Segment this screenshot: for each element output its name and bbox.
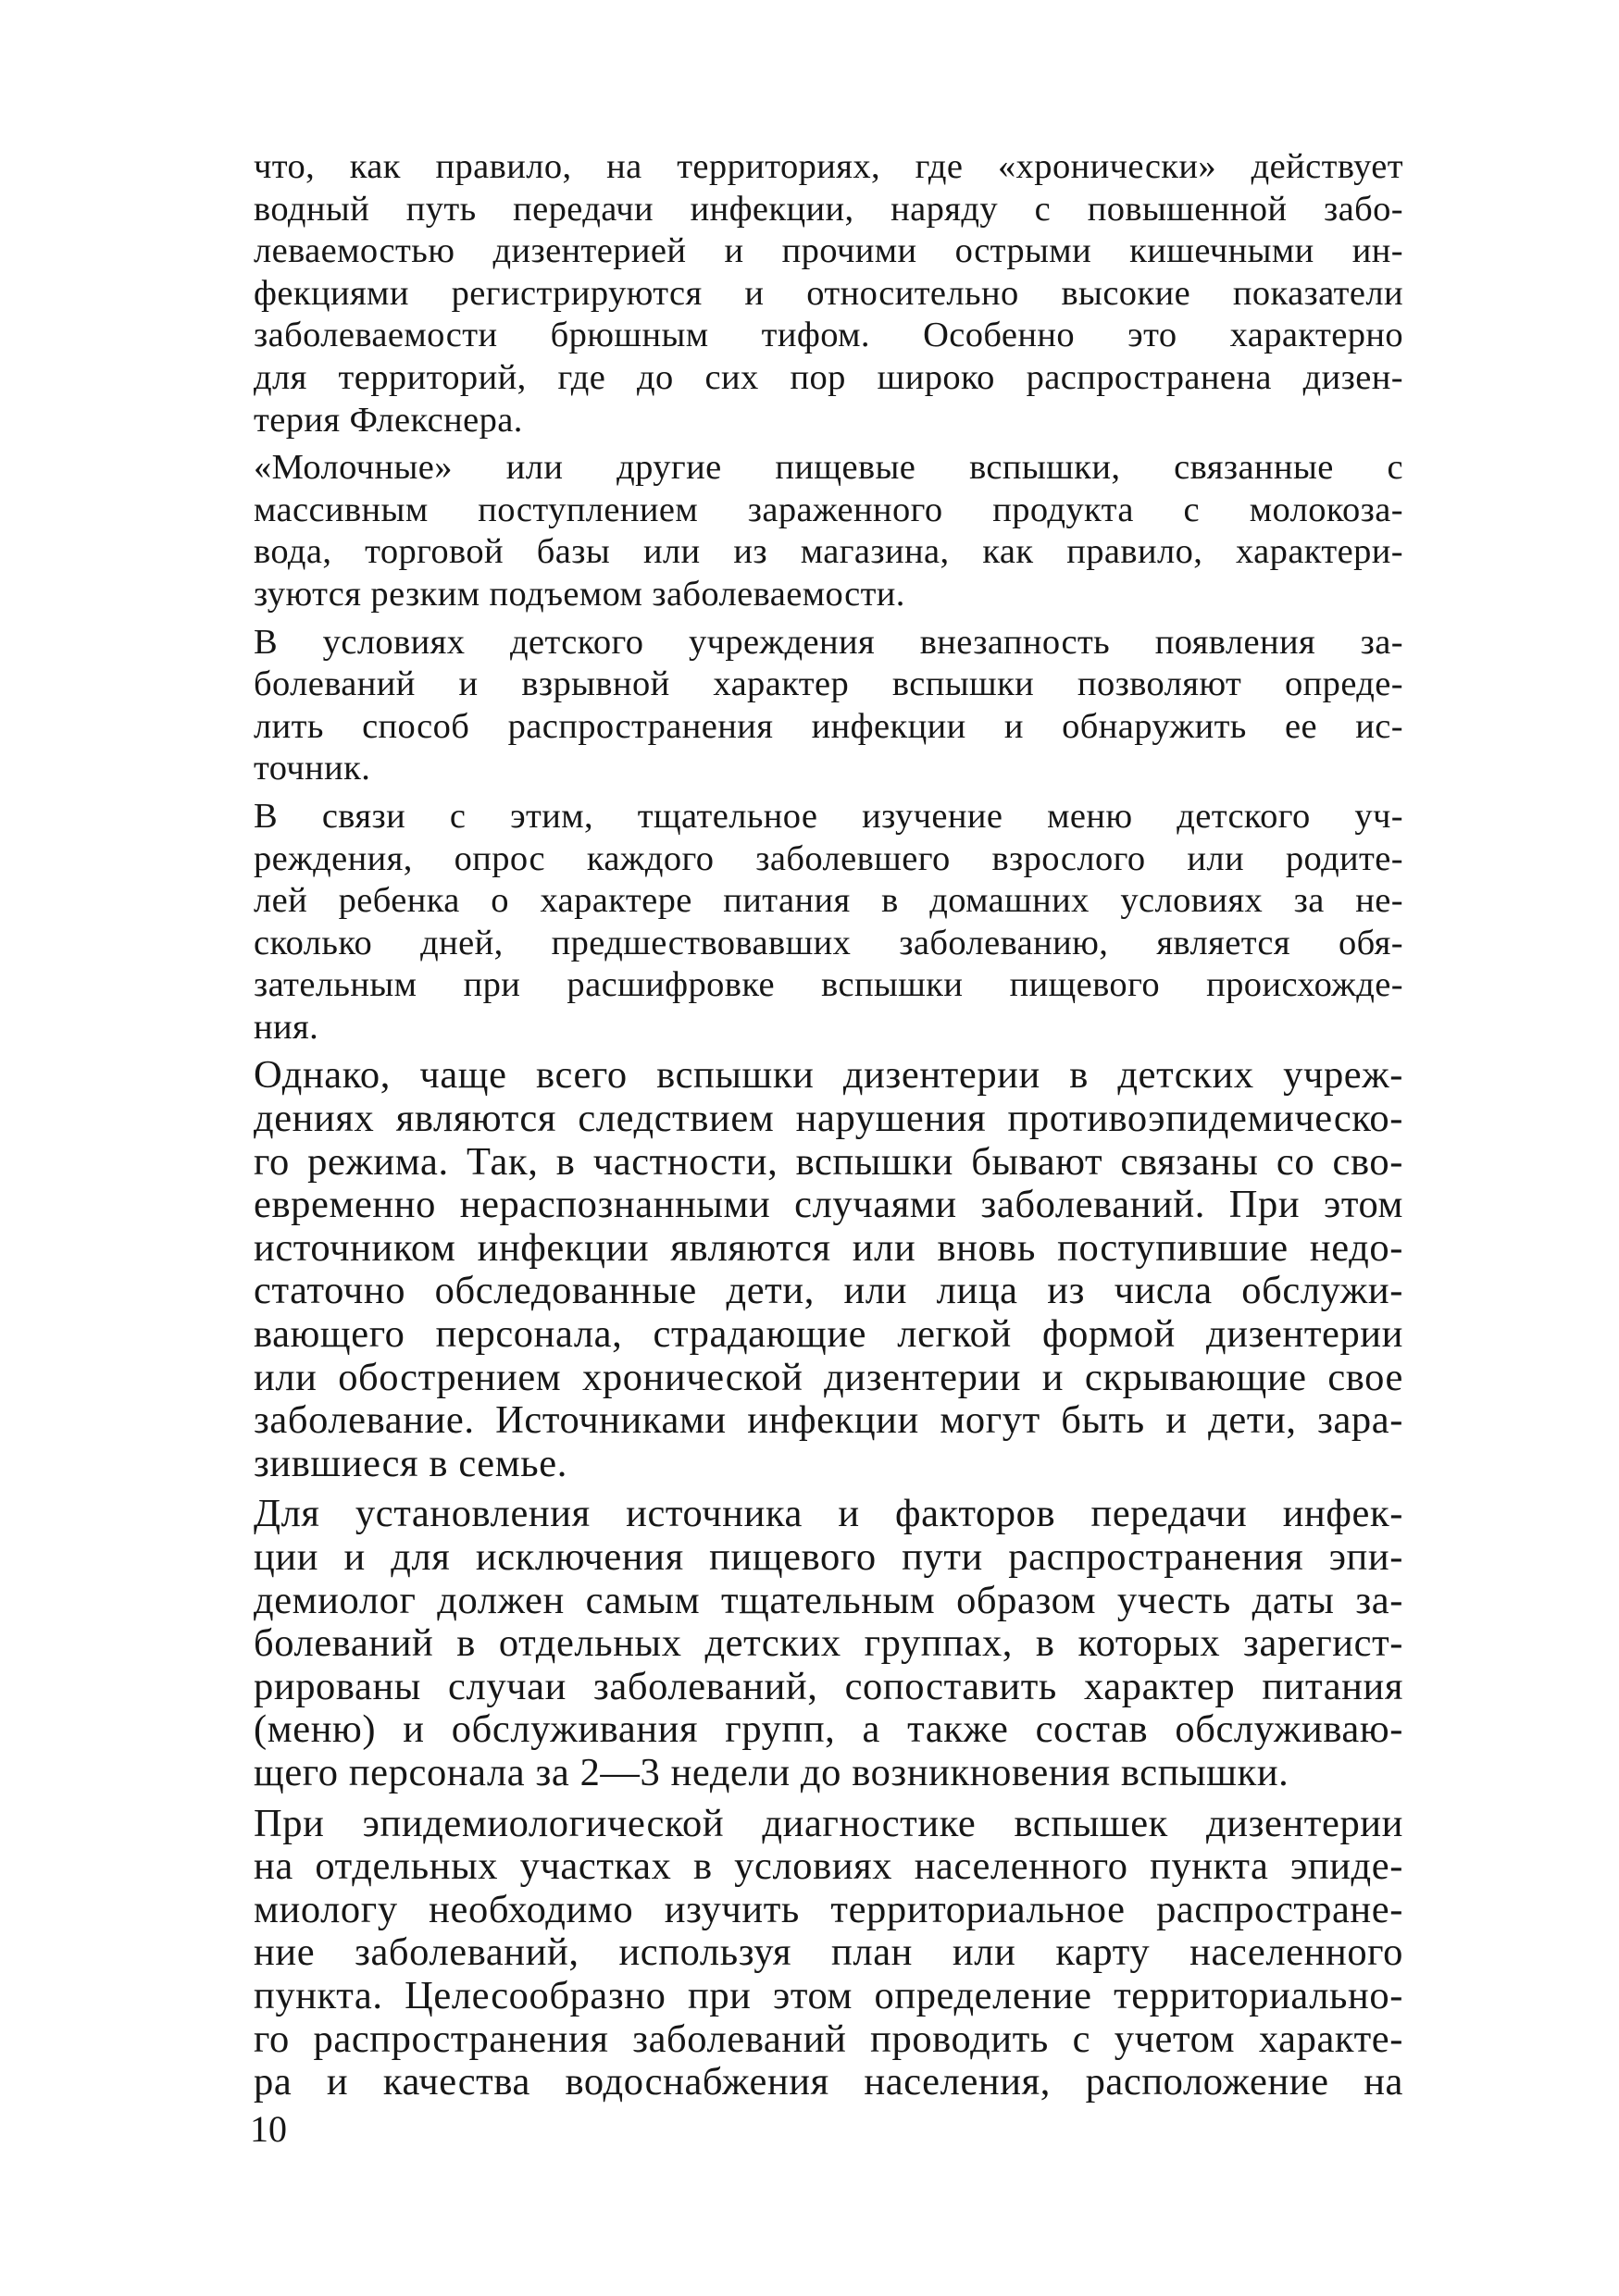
text-line: зуются резким подъемом заболеваемости. <box>254 574 905 614</box>
text-line: точник. <box>254 749 371 788</box>
text-line: ции и для исключения пищевого пути распространения эпи- <box>254 1535 1403 1579</box>
text-line: миологу необходимо изучить территориальное распростране- <box>254 1887 1403 1931</box>
text-line: заболеваемости брюшным тифом. Особенно это характерно <box>254 316 1403 355</box>
text-line: леваемостью дизентерией и прочими острыми кишечными ин- <box>254 231 1403 271</box>
text-line: статочно обследованные дети, или лица из числа обслужи- <box>254 1269 1403 1313</box>
paragraph <box>254 1803 1403 2104</box>
text-line: болеваний и взрывной характер вспышки позволяют опреде- <box>254 664 1403 704</box>
page-number: 10 <box>250 2108 287 2150</box>
text-line: В связи с этим, тщательное изучение меню детского уч- <box>254 796 1403 836</box>
text-line: При эпидемиологической диагностике вспышек дизентерии <box>254 1801 1403 1845</box>
text-line: сколько дней, предшествовавших заболеванию, является обя- <box>254 923 1403 962</box>
text-line: Однако, чаще всего вспышки дизентерии в детских учреж- <box>254 1053 1403 1098</box>
paragraph <box>254 622 1403 790</box>
text-line: щего персонала за 2—3 недели до возникновения вспышки. <box>254 1750 1289 1794</box>
text-line: источником инфекции являются или вновь поступившие недо- <box>254 1225 1403 1270</box>
text-line: на отдельных участках в условиях населенного пункта эпиде- <box>254 1844 1403 1889</box>
text-line: евременно нераспознанными случаями заболеваний. При этом <box>254 1183 1403 1227</box>
text-line: водный путь передачи инфекции, наряду с повышенной забо- <box>254 189 1403 229</box>
text-line: Для установления источника и факторов передачи инфек- <box>254 1492 1403 1536</box>
text-line: фекциями регистрируются и относительно высокие показатели <box>254 273 1403 313</box>
text-line: рированы случаи заболеваний, сопоставить характер питания <box>254 1664 1403 1708</box>
text-line: го распространения заболеваний проводить с учетом характе- <box>254 2017 1403 2061</box>
text-line: что, как правило, на территориях, где «хронически» действует <box>254 147 1403 186</box>
text-line: (меню) и обслуживания групп, а также состав обслуживаю- <box>254 1707 1403 1752</box>
text-line: пункта. Целесообразно при этом определение территориально- <box>254 1973 1403 2017</box>
text-line: для территорий, где до сих пор широко распространена дизен- <box>254 357 1403 397</box>
text-line: В условиях детского учреждения внезапность появления за- <box>254 622 1403 662</box>
text-line: заболевание. Источниками инфекции могут быть и дети, зара- <box>254 1398 1403 1443</box>
text-line: или обострением хронической дизентерии и скрывающие свое <box>254 1355 1403 1399</box>
text-line: реждения, опрос каждого заболевшего взрослого или родите- <box>254 838 1403 878</box>
text-line: демиолог должен самым тщательным образом учесть даты за- <box>254 1578 1403 1622</box>
page-text-body <box>254 146 1403 2112</box>
paragraph <box>254 796 1403 1049</box>
paragraph <box>254 1493 1403 1794</box>
text-line: ния. <box>254 1007 319 1047</box>
text-line: вода, торговой базы или из магазина, как правило, характери- <box>254 532 1403 572</box>
text-line: болеваний в отдельных детских группах, в которых зарегист- <box>254 1621 1403 1666</box>
paragraph <box>254 447 1403 615</box>
text-line: зившиеся в семье. <box>254 1441 567 1485</box>
text-line: массивным поступлением зараженного продукта с молокоза- <box>254 490 1403 529</box>
text-line: терия Флекснера. <box>254 400 523 440</box>
text-line: ра и качества водоснабжения населения, расположение на <box>254 2060 1403 2104</box>
text-line: лей ребенка о характере питания в домашних условиях за не- <box>254 881 1403 921</box>
text-line: дениях являются следствием нарушения противоэпидемическо- <box>254 1097 1403 1141</box>
text-line: го режима. Так, в частности, вспышки бывают связаны со сво- <box>254 1139 1403 1184</box>
text-line: «Молочные» или другие пищевые вспышки, связанные с <box>254 448 1403 488</box>
text-line: ние заболеваний, используя план или карту населенного <box>254 1930 1403 1975</box>
text-line: лить способ распространения инфекции и обнаружить ее ис- <box>254 706 1403 746</box>
paragraph <box>254 1054 1403 1485</box>
paragraph <box>254 146 1403 441</box>
text-line: вающего персонала, страдающие легкой формой дизентерии <box>254 1312 1403 1357</box>
text-line: зательным при расшифровке вспышки пищевого происхожде- <box>254 965 1403 1005</box>
